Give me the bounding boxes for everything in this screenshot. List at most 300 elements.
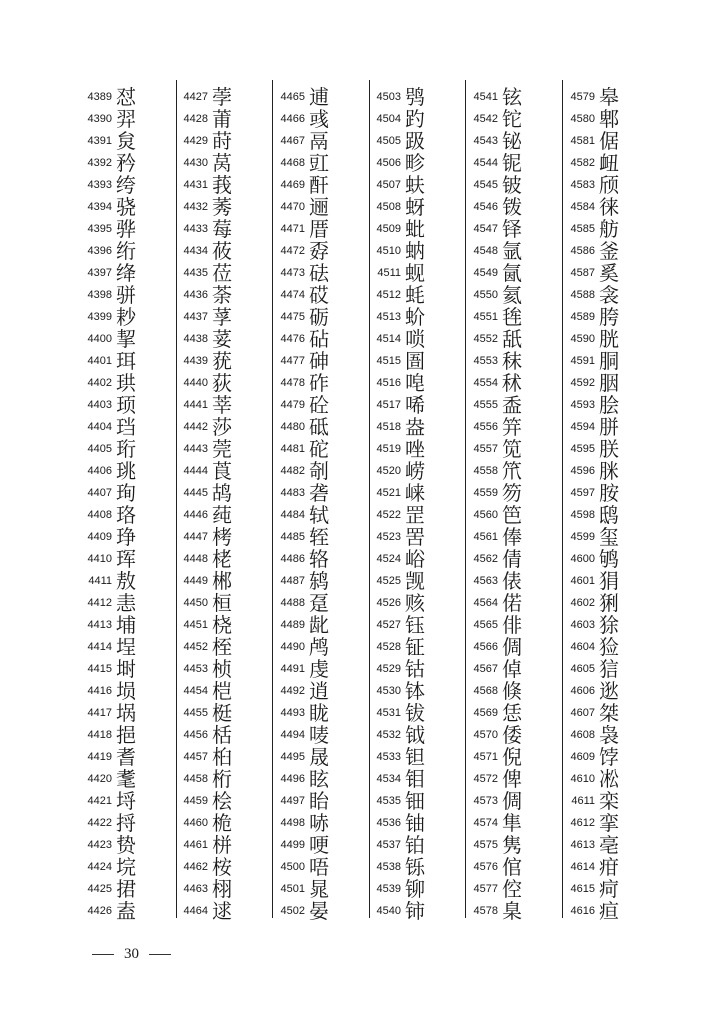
- entry-number: 4439: [183, 355, 208, 367]
- entry-character: 鸫: [309, 569, 329, 593]
- entry-character: 蚧: [405, 305, 425, 329]
- character-entry: [80, 196, 176, 218]
- entry-character: 氦: [502, 283, 522, 307]
- entry-number: 4408: [87, 509, 112, 521]
- character-entry: [369, 328, 465, 350]
- character-entry: [563, 614, 659, 636]
- character-entry: [369, 680, 465, 702]
- character-entry: [273, 900, 369, 922]
- entry-number: 4596: [570, 465, 595, 477]
- entry-character: 钵: [405, 679, 425, 703]
- character-entry: [273, 812, 369, 834]
- entry-number: 4410: [87, 553, 112, 565]
- entry-character: 袅: [599, 723, 619, 747]
- character-entry: [176, 790, 272, 812]
- entry-character: 栩: [212, 877, 232, 901]
- entry-number: 4557: [473, 443, 498, 455]
- entry-character: 狷: [599, 569, 619, 593]
- entry-number: 4406: [87, 465, 112, 477]
- character-entry: [273, 152, 369, 174]
- entry-number: 4401: [87, 355, 112, 367]
- entry-character: 莓: [212, 217, 232, 241]
- entry-character: 珣: [116, 481, 136, 505]
- character-entry: [563, 592, 659, 614]
- entry-character: 铀: [405, 811, 425, 835]
- entry-character: 畛: [405, 151, 425, 175]
- entry-number: 4600: [570, 553, 595, 565]
- character-entry: [80, 306, 176, 328]
- entry-number: 4489: [280, 619, 305, 631]
- character-entry: [80, 548, 176, 570]
- character-entry: [273, 856, 369, 878]
- entry-number: 4520: [376, 465, 401, 477]
- entry-character: 凇: [599, 767, 619, 791]
- entry-number: 4516: [376, 377, 401, 389]
- entry-number: 4418: [87, 729, 112, 741]
- entry-character: 脒: [599, 459, 619, 483]
- entry-character: 钰: [405, 613, 425, 637]
- entry-character: 胯: [599, 305, 619, 329]
- character-entry: [369, 108, 465, 130]
- entry-number: 4561: [473, 531, 498, 543]
- entry-number: 4515: [376, 355, 401, 367]
- character-entry: [466, 394, 562, 416]
- entry-number: 4396: [87, 245, 112, 257]
- entry-character: 埕: [116, 635, 136, 659]
- character-entry: [369, 856, 465, 878]
- entry-character: 莅: [212, 261, 232, 285]
- entry-number: 4473: [280, 267, 305, 279]
- entry-number: 4468: [280, 157, 305, 169]
- entry-number: 4563: [473, 575, 498, 587]
- character-entry: [176, 416, 272, 438]
- entry-number: 4448: [183, 553, 208, 565]
- character-entry: [176, 658, 272, 680]
- entry-character: 桉: [212, 855, 232, 879]
- entry-number: 4613: [570, 839, 595, 851]
- entry-number: 4609: [570, 751, 595, 763]
- entry-number: 4463: [183, 883, 208, 895]
- entry-number: 4449: [183, 575, 208, 587]
- entry-number: 4407: [87, 487, 112, 499]
- entry-character: 胭: [599, 371, 619, 395]
- entry-number: 4531: [376, 707, 401, 719]
- entry-character: 赅: [405, 591, 425, 615]
- entry-character: 珙: [116, 371, 136, 395]
- entry-character: 孬: [309, 239, 329, 263]
- entry-character: 轾: [309, 525, 329, 549]
- character-entry: [176, 768, 272, 790]
- entry-number: 4594: [570, 421, 595, 433]
- entry-character: 倨: [599, 129, 619, 153]
- entry-number: 4497: [280, 795, 305, 807]
- entry-number: 4549: [473, 267, 498, 279]
- character-entry: [80, 856, 176, 878]
- entry-number: 4452: [183, 641, 208, 653]
- entry-character: 朕: [599, 437, 619, 461]
- character-entry: [466, 174, 562, 196]
- entry-character: 钺: [405, 723, 425, 747]
- entry-character: 胴: [599, 349, 619, 373]
- entry-character: 俾: [502, 767, 522, 791]
- entry-character: 唣: [405, 371, 425, 395]
- character-entry: [369, 592, 465, 614]
- entry-character: 绗: [116, 239, 136, 263]
- entry-character: 桅: [212, 811, 232, 835]
- character-entry: [563, 108, 659, 130]
- entry-character: 盉: [502, 393, 522, 417]
- entry-character: 倬: [502, 657, 522, 681]
- entry-character: 辂: [309, 547, 329, 571]
- entry-number: 4474: [280, 289, 305, 301]
- character-entry: [273, 262, 369, 284]
- entry-number: 4512: [376, 289, 401, 301]
- character-entry: [369, 394, 465, 416]
- entry-character: 埒: [116, 789, 136, 813]
- entry-number: 4421: [87, 795, 112, 807]
- entry-number: 4490: [280, 641, 305, 653]
- character-entry: [273, 878, 369, 900]
- entry-character: 莜: [212, 239, 232, 263]
- entry-number: 4495: [280, 751, 305, 763]
- character-entry: [273, 790, 369, 812]
- character-entry: [466, 482, 562, 504]
- entry-character: 舐: [502, 327, 522, 351]
- character-entry: [273, 680, 369, 702]
- character-entry: [176, 108, 272, 130]
- entry-character: 龀: [309, 613, 329, 637]
- entry-number: 4491: [280, 663, 305, 675]
- entry-number: 4456: [183, 729, 208, 741]
- character-entry: [563, 196, 659, 218]
- character-entry: [369, 570, 465, 592]
- character-entry: [369, 900, 465, 922]
- character-entry: [176, 878, 272, 900]
- entry-number: 4451: [183, 619, 208, 631]
- entry-character: 眙: [309, 789, 329, 813]
- entry-number: 4423: [87, 839, 112, 851]
- entry-number: 4397: [87, 267, 112, 279]
- character-entry: [273, 702, 369, 724]
- entry-character: 趿: [405, 129, 425, 153]
- character-entry: [80, 614, 176, 636]
- character-entry: [369, 614, 465, 636]
- entry-character: 倥: [502, 877, 522, 901]
- entry-number: 4415: [87, 663, 112, 675]
- entry-character: 趵: [405, 107, 425, 131]
- entry-character: 砺: [309, 305, 329, 329]
- entry-number: 4478: [280, 377, 305, 389]
- entry-character: 逖: [599, 679, 619, 703]
- character-entry: [80, 262, 176, 284]
- entry-number: 4488: [280, 597, 305, 609]
- character-entry: [80, 746, 176, 768]
- entry-character: 钲: [405, 635, 425, 659]
- character-entry: [273, 196, 369, 218]
- character-entry: [176, 482, 272, 504]
- character-entry: [466, 196, 562, 218]
- entry-number: 4434: [183, 245, 208, 257]
- entry-character: 捃: [116, 877, 136, 901]
- entry-number: 4510: [376, 245, 401, 257]
- character-entry: [563, 790, 659, 812]
- character-entry: [466, 790, 562, 812]
- entry-number: 4540: [376, 905, 401, 917]
- entry-number: 4530: [376, 685, 401, 697]
- entry-character: 趸: [309, 591, 329, 615]
- character-entry: [369, 460, 465, 482]
- entry-number: 4597: [570, 487, 595, 499]
- character-entry: [176, 746, 272, 768]
- entry-number: 4442: [183, 421, 208, 433]
- character-column: [176, 80, 273, 923]
- entry-character: 珩: [116, 437, 136, 461]
- character-entry: [466, 834, 562, 856]
- character-entry: [369, 350, 465, 372]
- entry-character: 砥: [309, 415, 329, 439]
- entry-number: 4599: [570, 531, 595, 543]
- entry-character: 䥽: [502, 195, 522, 219]
- entry-number: 4393: [87, 179, 112, 191]
- entry-number: 4574: [473, 817, 498, 829]
- entry-character: 饽: [599, 745, 619, 769]
- entry-character: 唑: [405, 437, 425, 461]
- entry-number: 4504: [376, 113, 401, 125]
- entry-character: 挹: [116, 723, 136, 747]
- entry-number: 4513: [376, 311, 401, 323]
- character-entry: [563, 548, 659, 570]
- entry-number: 4556: [473, 421, 498, 433]
- entry-number: 4535: [376, 795, 401, 807]
- entry-number: 4547: [473, 223, 498, 235]
- entry-number: 4453: [183, 663, 208, 675]
- entry-character: 垸: [116, 855, 136, 879]
- entry-number: 4475: [280, 311, 305, 323]
- entry-number: 4432: [183, 201, 208, 213]
- entry-number: 4416: [87, 685, 112, 697]
- entry-character: 秣: [502, 349, 522, 373]
- entry-number: 4562: [473, 553, 498, 565]
- character-entry: [80, 768, 176, 790]
- entry-number: 4484: [280, 509, 305, 521]
- entry-number: 4390: [87, 113, 112, 125]
- entry-number: 4500: [280, 861, 305, 873]
- entry-number: 4414: [87, 641, 112, 653]
- entry-character: 晏: [309, 899, 329, 923]
- entry-number: 4391: [87, 135, 112, 147]
- entry-number: 4525: [376, 575, 401, 587]
- entry-number: 4565: [473, 619, 498, 631]
- entry-character: 眩: [309, 767, 329, 791]
- character-entry: [369, 262, 465, 284]
- entry-character: 埘: [116, 657, 136, 681]
- entry-character: 猁: [599, 591, 619, 615]
- character-entry: [80, 834, 176, 856]
- entry-character: 莆: [212, 107, 232, 131]
- entry-number: 4555: [473, 399, 498, 411]
- entry-character: 酐: [309, 173, 329, 197]
- entry-number: 4411: [88, 575, 112, 587]
- entry-number: 4392: [87, 157, 112, 169]
- entry-number: 4446: [183, 509, 208, 521]
- character-entry: [466, 438, 562, 460]
- character-entry: [80, 394, 176, 416]
- character-entry: [563, 482, 659, 504]
- entry-character: 梃: [212, 701, 232, 725]
- character-entry: [80, 240, 176, 262]
- entry-character: 狺: [599, 657, 619, 681]
- entry-character: 猃: [599, 635, 619, 659]
- character-entry: [80, 218, 176, 240]
- entry-character: 唛: [309, 723, 329, 747]
- entry-character: 铉: [502, 85, 522, 109]
- entry-character: 绔: [116, 173, 136, 197]
- entry-character: 眬: [309, 701, 329, 725]
- character-entry: [466, 570, 562, 592]
- character-entry: [273, 460, 369, 482]
- character-entry: [369, 724, 465, 746]
- entry-number: 4459: [183, 795, 208, 807]
- entry-character: 羿: [116, 107, 136, 131]
- character-entry: [466, 504, 562, 526]
- entry-number: 4544: [473, 157, 498, 169]
- entry-number: 4550: [473, 289, 498, 301]
- entry-character: 逋: [309, 85, 329, 109]
- entry-number: 4527: [376, 619, 401, 631]
- entry-number: 4592: [570, 377, 595, 389]
- entry-character: 轼: [309, 503, 329, 527]
- entry-number: 4479: [280, 399, 305, 411]
- entry-number: 4501: [280, 883, 305, 895]
- entry-character: 砼: [309, 393, 329, 417]
- character-entry: [273, 548, 369, 570]
- character-entry: [369, 174, 465, 196]
- entry-number: 4526: [376, 597, 401, 609]
- character-entry: [273, 768, 369, 790]
- entry-character: 栳: [212, 547, 232, 571]
- character-entry: [369, 768, 465, 790]
- character-entry: [273, 130, 369, 152]
- entry-number: 4462: [183, 861, 208, 873]
- entry-character: 埔: [116, 613, 136, 637]
- entry-number: 4402: [87, 377, 112, 389]
- entry-character: 骁: [116, 195, 136, 219]
- character-entry: [273, 372, 369, 394]
- entry-number: 4615: [570, 883, 595, 895]
- entry-character: 栝: [212, 723, 232, 747]
- entry-character: 臬: [502, 899, 522, 923]
- character-entry: [369, 636, 465, 658]
- entry-character: 桕: [212, 745, 232, 769]
- character-entry: [466, 152, 562, 174]
- entry-character: 哽: [309, 833, 329, 857]
- character-entry: [273, 284, 369, 306]
- character-entry: [176, 394, 272, 416]
- entry-character: 莳: [212, 129, 232, 153]
- entry-character: 倭: [502, 723, 522, 747]
- entry-character: 挛: [599, 811, 619, 835]
- entry-character: 唢: [405, 327, 425, 351]
- entry-number: 4494: [280, 729, 305, 741]
- entry-number: 4541: [473, 91, 498, 103]
- entry-character: 舫: [599, 217, 619, 241]
- entry-number: 4404: [87, 421, 112, 433]
- character-entry: [369, 526, 465, 548]
- entry-character: 钼: [405, 767, 425, 791]
- character-entry: [80, 658, 176, 680]
- entry-number: 4436: [183, 289, 208, 301]
- character-entry: [273, 240, 369, 262]
- entry-number: 4595: [570, 443, 595, 455]
- footer-dash-right: [149, 954, 171, 955]
- entry-character: 鸬: [309, 635, 329, 659]
- entry-character: 鬲: [309, 129, 329, 153]
- entry-character: 莪: [212, 173, 232, 197]
- entry-character: 鸱: [599, 503, 619, 527]
- character-entry: [176, 592, 272, 614]
- entry-number: 4409: [87, 531, 112, 543]
- entry-character: 胺: [599, 481, 619, 505]
- entry-character: 荽: [212, 327, 232, 351]
- character-entry: [80, 284, 176, 306]
- entry-character: 桧: [212, 789, 232, 813]
- entry-character: 皋: [599, 85, 619, 109]
- entry-character: 桤: [212, 679, 232, 703]
- entry-character: 栟: [212, 833, 232, 857]
- character-entry: [273, 416, 369, 438]
- character-entry: [466, 218, 562, 240]
- entry-number: 4518: [376, 421, 401, 433]
- entry-character: 珰: [116, 415, 136, 439]
- entry-number: 4445: [183, 487, 208, 499]
- entry-character: 荻: [212, 371, 232, 395]
- character-entry: [563, 526, 659, 548]
- character-entry: [466, 262, 562, 284]
- entry-character: 珲: [116, 547, 136, 571]
- entry-number: 4603: [570, 619, 595, 631]
- entry-character: 耆: [116, 745, 136, 769]
- entry-number: 4589: [570, 311, 595, 323]
- entry-character: 疳: [599, 855, 619, 879]
- entry-character: 笊: [502, 459, 522, 483]
- entry-character: 隼: [502, 811, 522, 835]
- entry-character: 鸮: [405, 85, 425, 109]
- entry-number: 4573: [473, 795, 498, 807]
- entry-character: 砟: [309, 371, 329, 395]
- entry-number: 4476: [280, 333, 305, 345]
- entry-number: 4458: [183, 773, 208, 785]
- entry-number: 4577: [473, 883, 498, 895]
- character-entry: [563, 636, 659, 658]
- entry-number: 4426: [87, 905, 112, 917]
- entry-number: 4429: [183, 135, 208, 147]
- character-entry: [176, 306, 272, 328]
- entry-number: 4533: [376, 751, 401, 763]
- entry-number: 4584: [570, 201, 595, 213]
- character-entry: [466, 350, 562, 372]
- character-entry: [563, 900, 659, 922]
- character-entry: [176, 130, 272, 152]
- character-entry: [176, 614, 272, 636]
- entry-number: 4503: [376, 91, 401, 103]
- entry-number: 4472: [280, 245, 305, 257]
- entry-number: 4590: [570, 333, 595, 345]
- entry-character: 莩: [212, 305, 232, 329]
- character-entry: [273, 724, 369, 746]
- character-entry: [176, 570, 272, 592]
- entry-character: 蚨: [405, 173, 425, 197]
- entry-number: 4424: [87, 861, 112, 873]
